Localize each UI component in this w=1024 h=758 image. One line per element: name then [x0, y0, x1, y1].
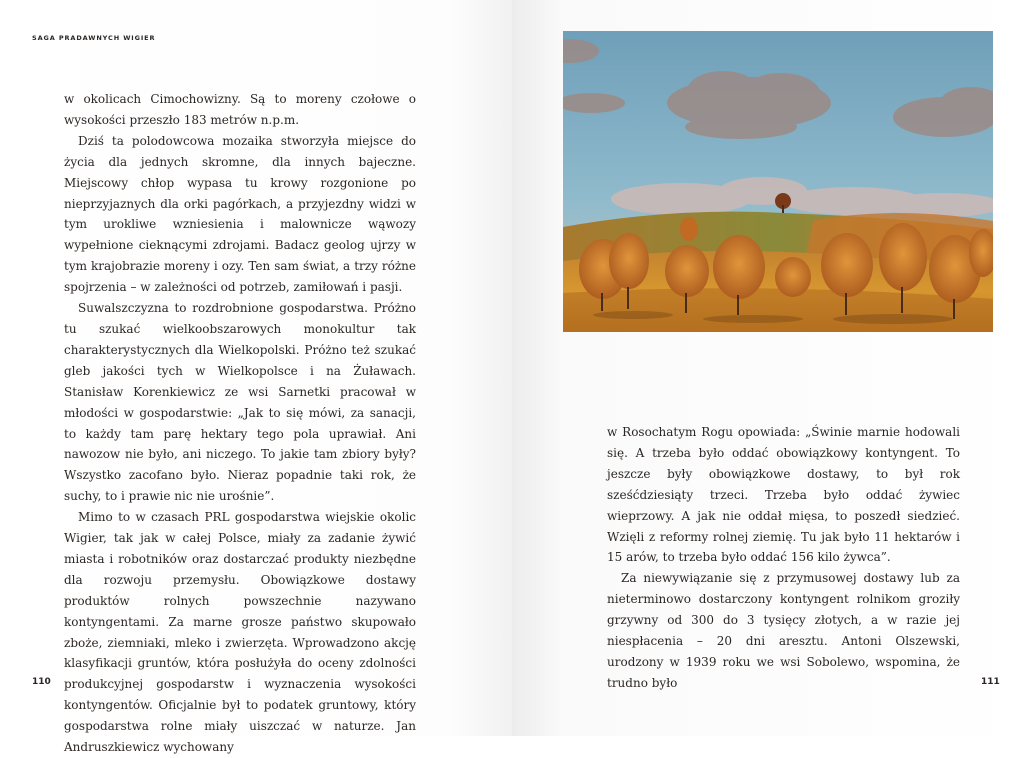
- right-text-column: [607, 422, 960, 694]
- page-number: 111: [981, 677, 1000, 687]
- landscape-photo: [563, 31, 993, 332]
- left-page: [0, 0, 512, 755]
- page-number: 110: [32, 677, 51, 687]
- paragraph: Za niewywiązanie się z przymusowej dostawy lub za nieterminowo dostarczony kontyngent rolnikom groziły grzywny od 300 do 3 tysięcy złotych, a w razie jej niespłacenia – 20 dni aresztu. Antoni Olszewski, urodzony w 1939 roku we wsi Sobolewo, wspomina, że trudno było: [607, 571, 960, 690]
- paragraph: Dziś ta polodowcowa mozaika stworzyła miejsce do życia dla jednych skromne, dla innych bajeczne. Miejscowy chłop wypasa tu krowy rozgonione po nieprzyjaznych dla orki pagórkach, a przyjezdny widzi w tym urokliwe wzniesienia i malownicze wąwozy wypełnione cieknącymi zdrojami. Badacz geolog ujrzy w tym krajobrazie moreny i ozy. Ten sam świat, a trzy różne spojrzenia – w zależności od potrzeb, zamiłowań i pasji.: [64, 133, 416, 295]
- paragraph: Suwalszczyzna to rozdrobnione gospodarstwa. Próżno tu szukać wielkoobszarowych monokultur tak charakterystycznych dla Wielkopolski. Próżno też szukać gleb jakości tych w Wielkopolsce i na Żuławach. Stanisław Korenkiewicz ze wsi Sarnetki pracował w młodości w gospodarstwie: „Jak to się mówi, za sanacji, to każdy tam parę hektary tego pola uprawiał. Ani nawozow nie było, ani niczego. To jakie tam zbiory były? Wszystko zacofano było. Nieraz popadnie taki rok, że suchy, to i prawie nic nie urośnie”.: [64, 301, 416, 504]
- paragraph: w Rosochatym Rogu opowiada: „Świnie marnie hodowali się. A trzeba było oddać obowiązkowy kontyngent. To jeszcze były obowiązkowe dostawy, to był rok sześćdziesiąty trzeci. Trzeba było oddać żywiec wieprzowy. A jak nie oddał mięsa, to poszedł siedzieć. Wzięli z reformy rolnej ziemię. Tu jak było 11 hektarów i 15 arów, to trzeba było oddać 156 kilo żywca”.: [607, 425, 960, 565]
- left-text-column: [64, 89, 416, 758]
- running-head: SAGA PRADAWNYCH WIGIER: [32, 34, 156, 42]
- paragraph: w okolicach Cimochowizny. Są to moreny czołowe o wysokości przeszło 183 metrów n.p.m.: [64, 92, 416, 127]
- paragraph: Mimo to w czasach PRL gospodarstwa wiejskie okolic Wigier, tak jak w całej Polsce, miały za zadanie żywić miasta i robotników oraz dostarczać produkty niezbędne dla rozwoju przemysłu. Obowiązkowe dostawy produktów rolnych powszechnie nazywano kontyngentami. Za marne grosze państwo skupowało zboże, ziemniaki, mleko i zwierzęta. Wprowadzono akcję klasyfikacji gruntów, która posłużyła do oceny zdolności produkcyjnej gospodarstw i wyznaczenia wysokości kontyngentów. Oficjalnie był to podatek gruntowy, który gospodarstwa rolne miały uiszczać w naturze. Jan Andruszkiewicz wychowany: [64, 510, 416, 755]
